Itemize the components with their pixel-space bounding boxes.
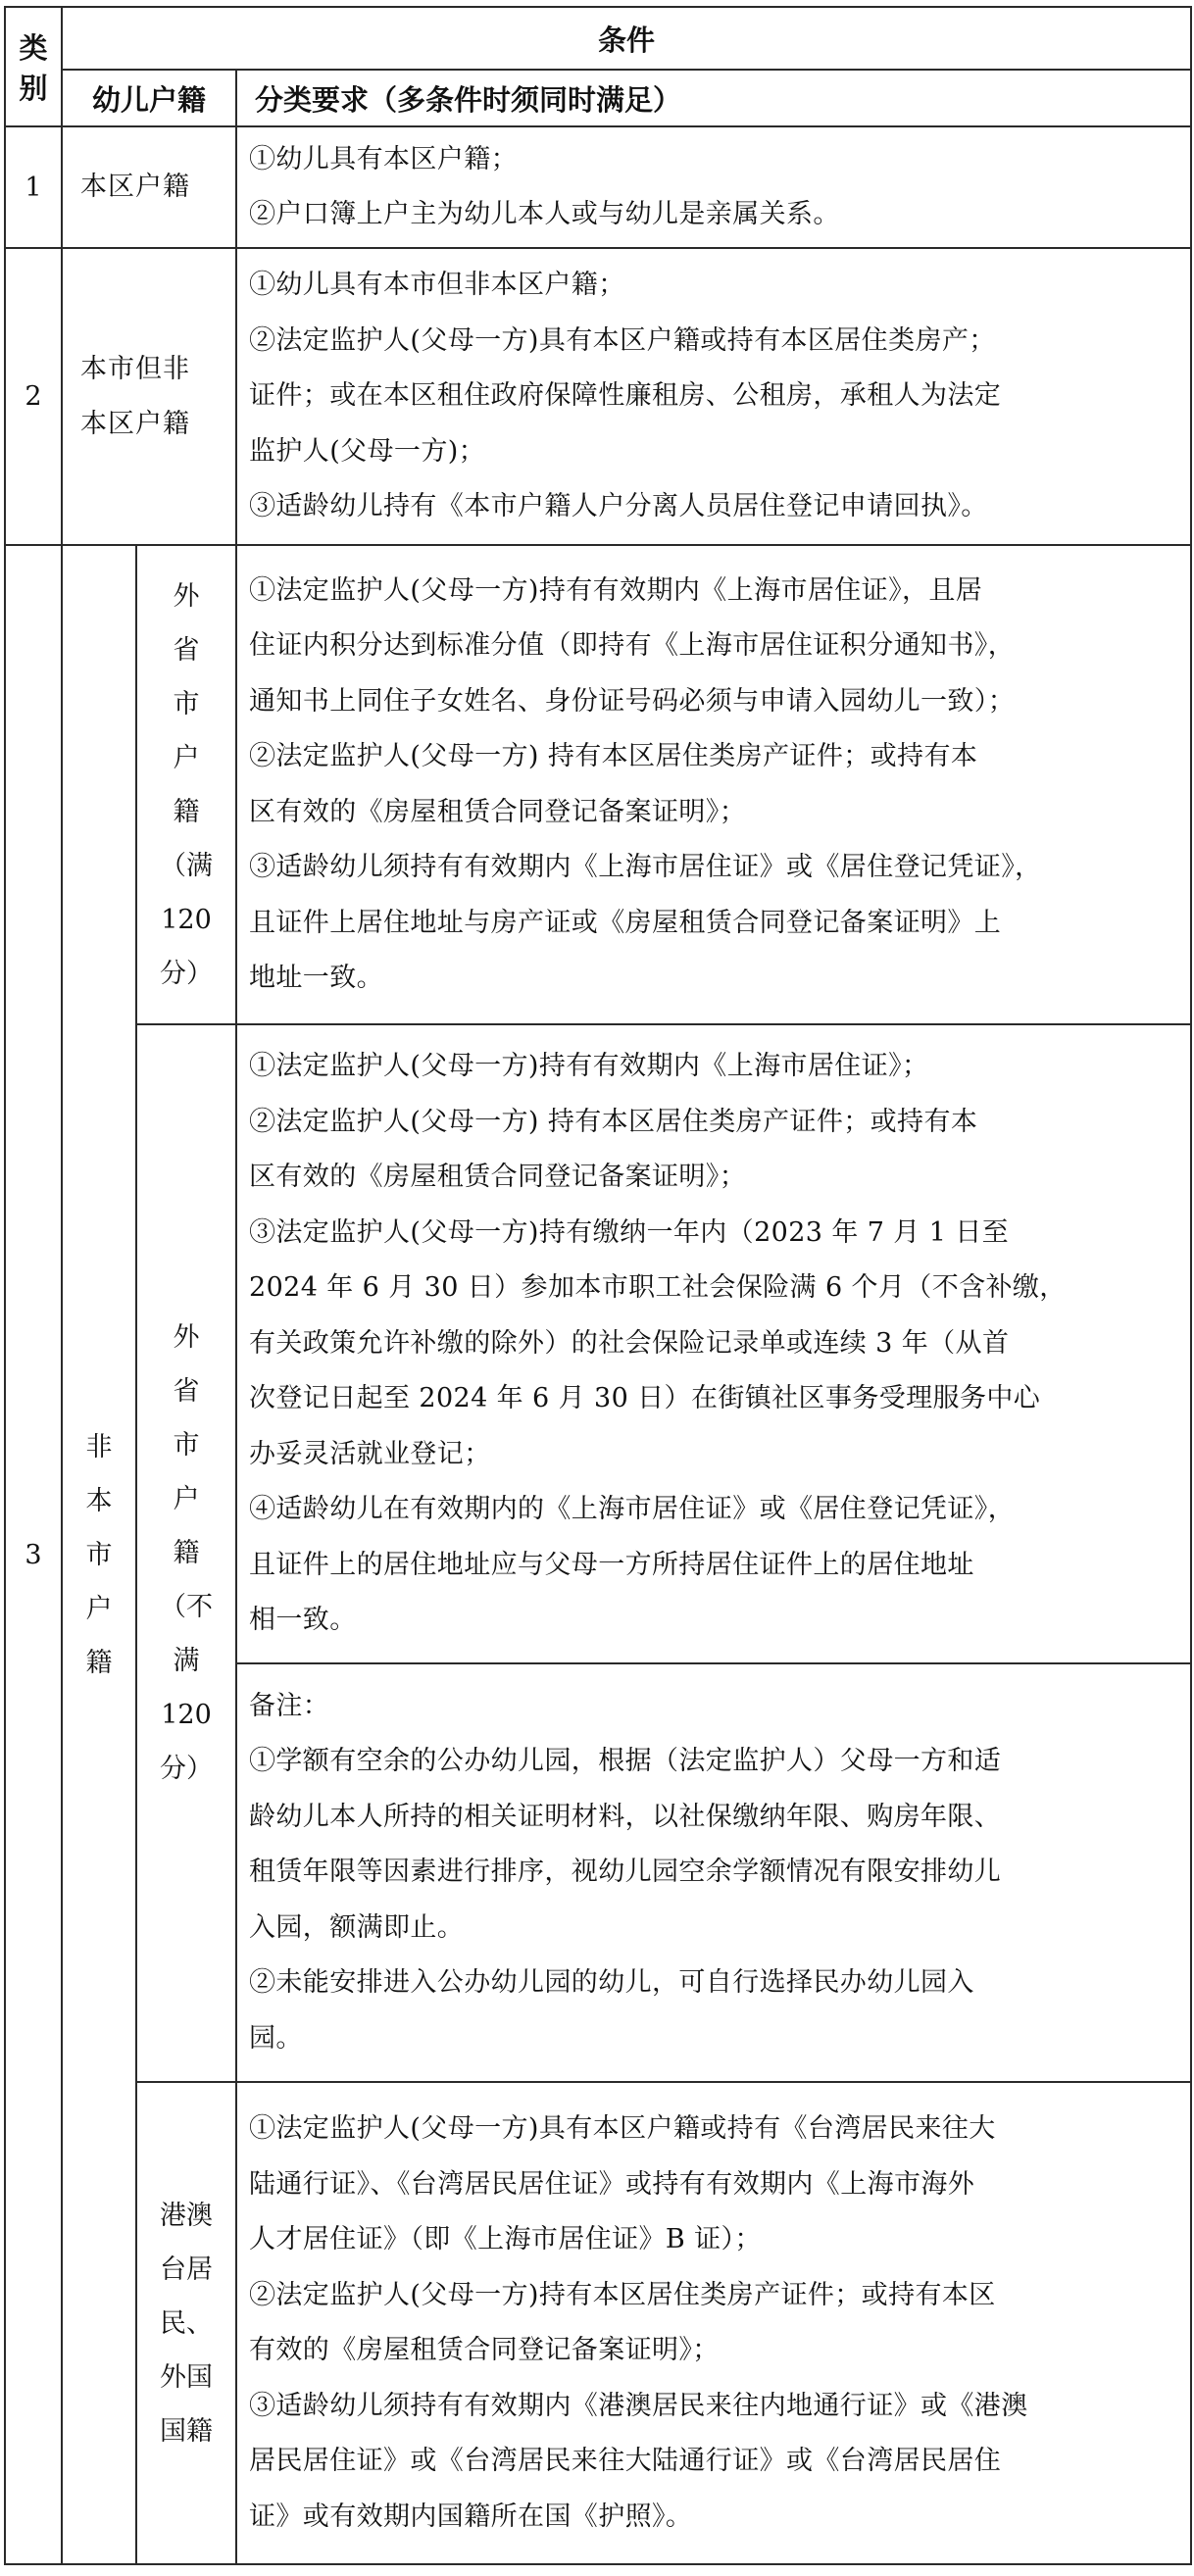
table-row-3c	[5, 2082, 1191, 2564]
subtype-line: 台居	[160, 2254, 213, 2285]
requirement-line: 有效的《房屋租赁合同登记备案证明》；	[249, 2335, 720, 2365]
subtype-char: 市	[173, 688, 200, 719]
requirement-line: ②户口簿上户主为幼儿本人或与幼儿是亲属关系。	[249, 199, 840, 229]
subtype-char: 省	[173, 1376, 200, 1407]
requirement-line: ③适龄幼儿须持有有效期内《港澳居民来往内地通行证》或《港澳	[249, 2390, 1028, 2421]
requirement-line: 区有效的《房屋租赁合同登记备案证明》；	[249, 1162, 747, 1193]
requirements-cell	[236, 248, 1191, 545]
household-type-line: 本市但非	[80, 353, 190, 384]
subtype-label	[136, 1024, 236, 2082]
table-row-3b	[5, 1024, 1191, 1663]
header-row-2	[5, 70, 1191, 126]
conditions-header: 条件	[62, 7, 1191, 70]
requirement-line: 居民居住证》或《台湾居民来往大陆通行证》或《台湾居民居住	[249, 2446, 1002, 2476]
subtype-char: 满	[173, 1646, 200, 1676]
table-row-1	[5, 126, 1191, 248]
requirement-line: ②法定监护人(父母一方) 持有本区居住类房产证件；或持有本	[249, 1106, 978, 1137]
subtype-char: 省	[173, 634, 200, 666]
table-row-3a	[5, 545, 1191, 1024]
requirement-line: 人才居住证》（即《上海市居住证》B 证）；	[249, 2224, 762, 2254]
requirements-header: 分类要求（多条件时须同时满足）	[236, 70, 1191, 126]
household-type	[62, 248, 236, 545]
note-line: 入园，额满即止。	[249, 1911, 465, 1943]
requirement-line: 有关政策允许补缴的除外）的社会保险记录单或连续 3 年（从首	[249, 1327, 1010, 1359]
subtype-char: 分）	[160, 958, 213, 989]
admission-conditions-table	[4, 6, 1192, 2565]
subtype-char: 户	[173, 1484, 200, 1514]
requirement-line: 且证件上居住地址与房产证或《房屋租赁合同登记备案证明》上	[249, 907, 1002, 938]
requirement-line: ④适龄幼儿在有效期内的《上海市居住证》或《居住登记凭证》，	[249, 1494, 1016, 1525]
category-number: 3	[5, 545, 62, 2564]
subtype-line: 港澳	[160, 2200, 213, 2231]
table-row-2	[5, 248, 1191, 545]
requirements-cell	[236, 545, 1191, 1024]
note-line: 园。	[249, 2022, 303, 2054]
group-char: 非	[85, 1431, 113, 1462]
group-char: 本	[85, 1485, 113, 1516]
requirement-line: ①法定监护人(父母一方)持有有效期内《上海市居住证》，且居	[249, 574, 983, 606]
group-char: 户	[85, 1593, 113, 1624]
note-line: 龄幼儿本人所持的相关证明材料，以社保缴纳年限、购房年限、	[249, 1801, 1002, 1832]
requirement-line: ③法定监护人(父母一方)持有缴纳一年内（2023 年 7 月 1 日至	[249, 1216, 1010, 1248]
requirement-line: 次登记日起至 2024 年 6 月 30 日）在街镇社区事务受理服务中心	[249, 1383, 1041, 1414]
requirement-line: ③适龄幼儿须持有有效期内《上海市居住证》或《居住登记凭证》，	[249, 852, 1042, 882]
subtype-line: 外国	[160, 2361, 213, 2393]
category-number: 1	[5, 126, 62, 248]
household-type-line: 本区户籍	[80, 408, 190, 439]
requirement-line: 2024 年 6 月 30 日）参加本市职工社会保险满 6 个月（不含补缴，	[249, 1272, 1067, 1304]
subtype-label	[136, 545, 236, 1024]
requirement-line: ①幼儿具有本区户籍；	[249, 143, 518, 174]
note-line: 备注：	[249, 1690, 330, 1721]
requirement-line: ③适龄幼儿持有《本市户籍人户分离人员居住登记申请回执》。	[249, 491, 988, 522]
subtype-line: 国籍	[160, 2415, 213, 2447]
requirement-line: 证》或有效期内国籍所在国《护照》。	[249, 2501, 693, 2532]
subtype-char: 籍	[173, 1538, 200, 1568]
group-char: 籍	[85, 1647, 113, 1678]
subtype-char: （满	[160, 850, 213, 881]
requirement-line: ①法定监护人(父母一方)具有本区户籍或持有《台湾居民来往大	[249, 2113, 996, 2144]
category-number: 2	[5, 248, 62, 545]
requirement-line: 地址一致。	[249, 963, 383, 993]
subtype-char: 籍	[173, 796, 200, 827]
subtype-line: 民、	[160, 2307, 213, 2339]
requirement-line: ②法定监护人(父母一方) 持有本区居住类房产证件；或持有本	[249, 741, 978, 771]
household-header: 幼儿户籍	[62, 70, 236, 126]
requirement-line: 住证内积分达到标准分值（即持有《上海市居住证积分通知书》，	[249, 630, 1016, 661]
subtype-char: 120	[161, 1700, 212, 1730]
subtype-char: 户	[173, 742, 200, 773]
household-type: 本区户籍	[62, 126, 236, 248]
subtype-char: 市	[173, 1430, 200, 1461]
requirement-line: 陆通行证》、《台湾居民居住证》或持有有效期内《上海市海外	[249, 2168, 975, 2200]
note-line: ①学额有空余的公办幼儿园，根据（法定监护人）父母一方和适	[249, 1746, 1002, 1777]
subtype-char: 分）	[160, 1754, 213, 1784]
requirements-cell	[236, 1024, 1191, 1663]
note-line: ②未能安排进入公办幼儿园的幼儿，可自行选择民办幼儿园入	[249, 1967, 974, 1999]
subtype-char: 外	[173, 580, 200, 612]
header-row-1	[5, 7, 1191, 70]
requirement-line: 证件；或在本区租住政府保障性廉租房、公租房，承租人为法定	[249, 380, 1002, 412]
requirement-line: 监护人(父母一方)；	[249, 435, 486, 467]
notes-cell	[236, 1663, 1191, 2082]
requirement-line: 区有效的《房屋租赁合同登记备案证明》；	[249, 796, 747, 827]
subtype-char: 120	[161, 904, 212, 935]
requirement-line: ①幼儿具有本市但非本区户籍；	[249, 270, 625, 301]
requirement-line: 且证件上的居住地址应与父母一方所持居住证件上的居住地址	[249, 1549, 974, 1580]
requirements-cell	[236, 2082, 1191, 2564]
requirement-line: ②法定监护人(父母一方)具有本区户籍或持有本区居住类房产；	[249, 324, 996, 356]
requirement-line: ②法定监护人(父母一方)持有本区居住类房产证件；或持有本区	[249, 2279, 996, 2310]
requirement-line: 办妥灵活就业登记；	[249, 1438, 491, 1469]
requirement-line: 相一致。	[249, 1605, 357, 1636]
subtype-char: （不	[160, 1592, 213, 1622]
requirements-cell	[236, 126, 1191, 248]
subtype-char: 外	[173, 1322, 200, 1353]
requirement-line: 通知书上同住子女姓名、身份证号码必须与申请入园幼儿一致）；	[249, 685, 1016, 717]
category-header: 类别	[5, 7, 62, 126]
group-char: 市	[85, 1539, 113, 1570]
non-local-group-label	[62, 545, 136, 2564]
requirement-line: ①法定监护人(父母一方)持有有效期内《上海市居住证》；	[249, 1051, 929, 1082]
subtype-label	[136, 2082, 236, 2564]
note-line: 租赁年限等因素进行排序，视幼儿园空余学额情况有限安排幼儿	[249, 1857, 1002, 1888]
